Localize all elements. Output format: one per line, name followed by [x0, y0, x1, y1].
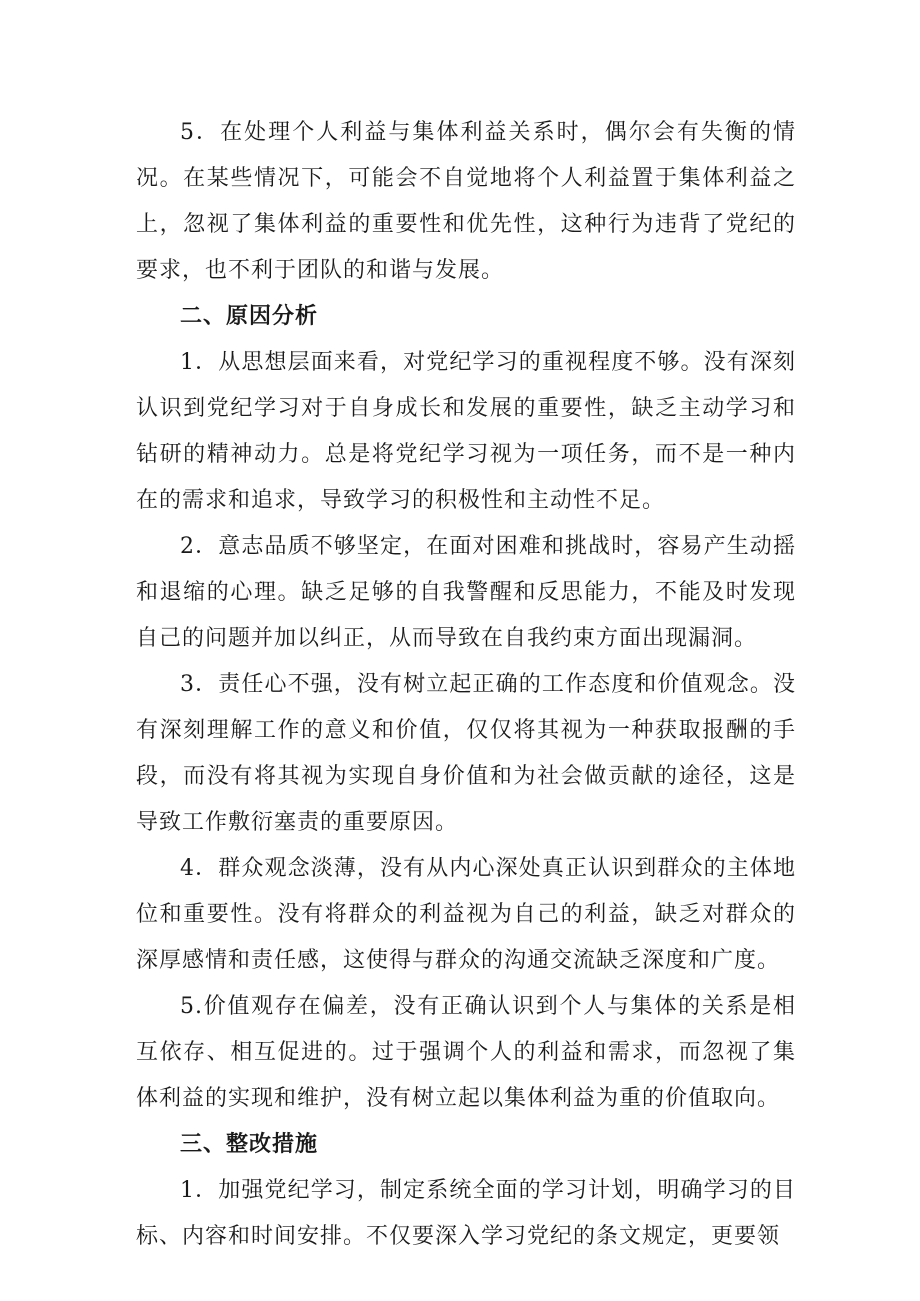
paragraph-cause-5: 5.价值观存在偏差，没有正确认识到个人与集体的关系是相互依存、相互促进的。过于强调个人的利益和需求，而忽视了集体利益的实现和维护，没有树立起以集体利益为重的价值取向。: [136, 994, 796, 1111]
paragraph-cause-1: 1．从思想层面来看，对党纪学习的重视程度不够。没有深刻认识到党纪学习对于自身成长和发展的重要性，缺乏主动学习和钻研的精神动力。总是将党纪学习视为一项任务，而不是一种内在的需求和追求，导致学习的积极性和主动性不足。: [136, 350, 796, 513]
section-heading-cause-analysis: 二、原因分析: [180, 304, 319, 329]
paragraph-cause-3: 3．责任心不强，没有树立起正确的工作态度和价值观念。没有深刻理解工作的意义和价值，仅仅将其视为一种获取报酬的手段，而没有将其视为实现自身价值和为社会做贡献的途径，这是导致工作敷衍塞责的重要原因。: [136, 672, 796, 835]
paragraph-measure-1: 1．加强党纪学习，制定系统全面的学习计划，明确学习的目标、内容和时间安排。不仅要深入学习党纪的条文规定，更要领: [136, 1178, 796, 1249]
document-body: [136, 110, 796, 1260]
paragraph-cause-2: 2．意志品质不够坚定，在面对困难和挑战时，容易产生动摇和退缩的心理。缺乏足够的自我警醒和反思能力，不能及时发现自己的问题并加以纠正，从而导致在自我约束方面出现漏洞。: [136, 534, 796, 651]
paragraph-balance-interests: 5．在处理个人利益与集体利益关系时，偶尔会有失衡的情况。在某些情况下，可能会不自觉地将个人利益置于集体利益之上，忽视了集体利益的重要性和优先性，这种行为违背了党纪的要求，也不利于团队的和谐与发展。: [136, 120, 796, 283]
paragraph-cause-4: 4．群众观念淡薄，没有从内心深处真正认识到群众的主体地位和重要性。没有将群众的利益视为自己的利益，缺乏对群众的深厚感情和责任感，这使得与群众的沟通交流缺乏深度和广度。: [136, 856, 796, 973]
section-heading-rectification: 三、整改措施: [180, 1132, 319, 1157]
